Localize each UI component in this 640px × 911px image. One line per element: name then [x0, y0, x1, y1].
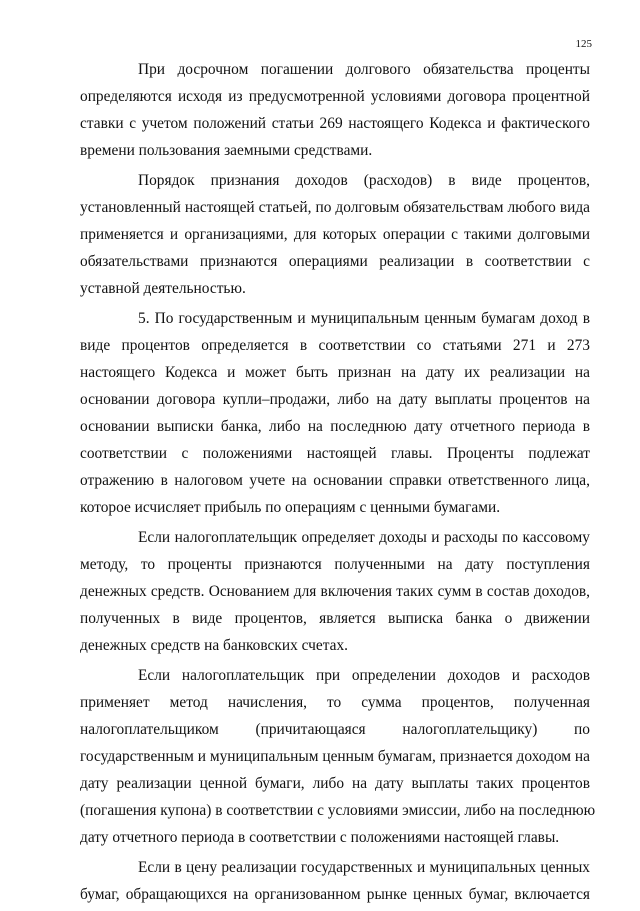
paragraph-line: 5. По государственным и муниципальным ценным бумагам доход в: [138, 310, 590, 327]
paragraph-line: Если налогоплательщик при определении доходов и расходов: [138, 667, 590, 684]
paragraph-line: отражению в налоговом учете на основании справки ответственного лица,: [80, 472, 590, 489]
paragraph-line: установленный настоящей статьей, по долговым обязательствам любого вида: [80, 199, 590, 216]
paragraph-line: налогоплательщиком (причитающаяся налогоплательщику) по: [80, 721, 590, 738]
paragraph-item-5: [80, 305, 590, 521]
paragraph-line: Если в цену реализации государственных и муниципальных ценных: [138, 859, 590, 876]
paragraph-line: Если налогоплательщик определяет доходы и расходы по кассовому: [138, 529, 590, 546]
paragraph-line: которое исчисляет прибыль по операциям с ценными бумагами.: [80, 499, 501, 516]
paragraph-early-repayment: [80, 56, 590, 164]
paragraph-line: полученных в виде процентов, является выписка банка о движении: [80, 610, 590, 627]
paragraph-line: методу, то проценты признаются полученными на дату поступления: [80, 556, 590, 573]
paragraph-line: (погашения купона) в соответствии с условиями эмиссии, либо на последнюю: [80, 802, 596, 819]
paragraph-line: времени пользования заемными средствами.: [80, 142, 373, 159]
paragraph-line: применяется и организациями, для которых операции с такими долговыми: [80, 226, 590, 243]
paragraph-line: применяет метод начисления, то сумма процентов, полученная: [80, 694, 590, 711]
paragraph-line: дату отчетного периода в соответствии с положениями настоящей главы.: [80, 829, 560, 846]
paragraph-line: государственным и муниципальным ценным бумагам, признается доходом на: [80, 748, 590, 765]
paragraph-line: дату реализации ценной бумаги, либо на дату выплаты таких процентов: [80, 775, 590, 792]
paragraph-line: ставки с учетом положений статьи 269 настоящего Кодекса и фактического: [80, 115, 590, 132]
paragraph-recognition-order: [80, 167, 590, 302]
paragraph-line: При досрочном погашении долгового обязательства проценты: [138, 61, 590, 78]
paragraph-line: основании выписки банка, либо на последнюю дату отчетного периода в: [80, 418, 590, 435]
paragraph-accrual-method: [80, 662, 596, 851]
paragraph-line: обязательствами признаются операциями реализации в соответствии с: [80, 253, 590, 270]
paragraph-cash-method: [80, 524, 590, 659]
page-body: [80, 56, 596, 911]
paragraph-line: определяются исходя из предусмотренной условиями договора процентной: [80, 88, 590, 105]
paragraph-line: соответствии с положениями настоящей главы. Проценты подлежат: [80, 445, 590, 462]
paragraph-line: денежных средств на банковских счетах.: [80, 637, 348, 654]
paragraph-line: Порядок признания доходов (расходов) в виде процентов,: [138, 172, 590, 189]
paragraph-line: денежных средств. Основанием для включения таких сумм в состав доходов,: [80, 583, 590, 600]
paragraph-line: основании договора купли–продажи, либо на дату выплаты процентов на: [80, 391, 590, 408]
page-number: 125: [575, 38, 592, 50]
paragraph-line: настоящего Кодекса и может быть признан на дату их реализации на: [80, 364, 590, 381]
paragraph-line: виде процентов определяется в соответствии со статьями 271 и 273: [80, 337, 590, 354]
paragraph-line: бумаг, обращающихся на организованном рынке ценных бумаг, включается: [80, 886, 590, 903]
paragraph-line: уставной деятельностью.: [80, 280, 246, 297]
